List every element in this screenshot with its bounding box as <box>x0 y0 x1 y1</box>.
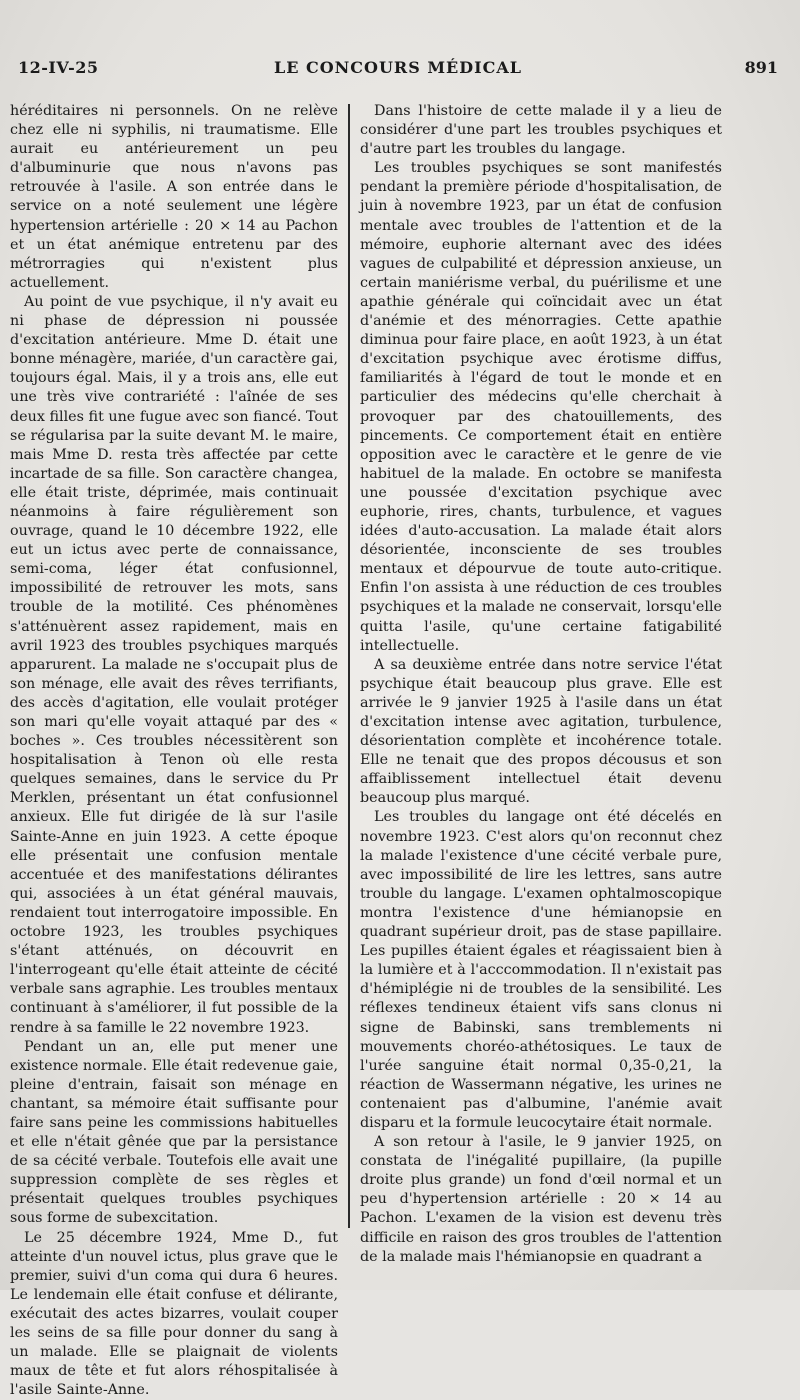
paragraph: Le 25 décembre 1924, Mme D., fut atteinte d'un nouvel ictus, plus grave que le premier, suivi d'un coma qui dura 6 heures. Le lendemain elle était confuse et délirante, exécutait des actes bizarres, voulait couper les seins de sa fille pour donner du sang à un malade. Elle se plaignait de violents maux de tête et fut alors réhospitalisée à l'asile Sainte-Anne. <box>10 1229 338 1399</box>
paragraph: Au point de vue psychique, il n'y avait eu ni phase de dépression ni poussée d'excitation antérieure. Mme D. était une bonne ménagère, mariée, d'un caractère gai, toujours égal. Mais, il y a trois ans, elle eut une très vive contrariété : l'aînée de ses deux filles fit une fugue avec son fiancé. Tout se régularisa par la suite devant M. le maire, mais Mme D. resta très affectée par cette incartade de sa fille. Son caractère changea, elle était triste, déprimée, mais continuait néanmoins à faire régulièrement son ouvrage, quand le 10 décembre 1922, elle eut un ictus avec perte de connaissance, semi-coma, léger état confusionnel, impossibilité de retrouver les mots, sans trouble de la motilité. Ces phénomènes s'atténuèrent assez rapidement, mais en avril 1923 des troubles psychiques marqués apparurent. La malade ne s'occupait plus de son ménage, elle avait des rêves terrifiants, des accès d'agitation, elle voulait protéger son mari qu'elle voyait attaqué par des « boches ». Ces troubles nécessitèrent son hospitalisation à Tenon où elle resta quelques semaines, dans le service du Pr Merklen, présentant un état confusionnel anxieux. Elle fut dirigée de là sur l'asile Sainte-Anne en juin 1923. A cette époque elle présentait une confusion mentale accentuée et des manifestations délirantes qui, associées à un état général mauvais, rendaient tout interrogatoire impossible. En octobre 1923, les troubles psychiques s'étant atténués, on découvrit en l'interrogeant qu'elle était atteinte de cécité verbale sans agraphie. Les troubles mentaux continuant à s'améliorer, il fut possible de la rendre à sa famille le 22 novembre 1923. <box>10 293 338 1036</box>
paragraph: Dans l'histoire de cette malade il y a lieu de considérer d'une part les troubles psychiques et d'autre part les troubles du langage. <box>360 103 722 158</box>
running-head <box>18 58 778 82</box>
page-number: 891 <box>744 58 778 77</box>
column-divider <box>348 104 350 1228</box>
paragraph: A son retour à l'asile, le 9 janvier 1925, on constata de l'inégalité pupillaire, (la pupille droite plus grande) un fond d'œil normal et un peu d'hypertension artérielle : 20 × 14 au Pachon. L'examen de la vision est devenu très difficile en raison des gros troubles de l'attention de la malade mais l'hémianopsie en quadrant a <box>360 1134 722 1265</box>
left-column <box>10 102 339 1399</box>
paragraph: A sa deuxième entrée dans notre service l'état psychique était beaucoup plus grave. Elle est arrivée le 9 janvier 1925 à l'asile dans un état d'excitation intense avec agitation, turbulence, désorientation complète et incohérence totale. Elle ne tenait que des propos décousus et son affaiblissement intellectuel était devenu beaucoup plus marqué. <box>360 656 722 807</box>
journal-title: LE CONCOURS MÉDICAL <box>273 58 523 77</box>
paragraph: Pendant un an, elle put mener une existence normale. Elle était redevenue gaie, pleine d'entrain, faisait son ménage en chantant, sa mémoire était suffisante pour faire sans peine les commissions habituelles et elle n'était gênée que par la persistance de sa cécité verbale. Toutefois elle avait une suppression complète de ses règles et présentait quelques troubles psychiques sous forme de subexcitation. <box>10 1038 339 1227</box>
paragraph: héréditaires ni personnels. On ne relève chez elle ni syphilis, ni traumatisme. Elle aurait eu antérieurement un peu d'albuminurie que nous n'avons pas retrouvée à l'asile. A son entrée dans le service on a noté seulement une légère hypertension artérielle : 20 × 14 au Pachon et un état anémique entretenu par des métrorragies qui n'existent plus actuellement. <box>10 103 338 291</box>
right-column <box>360 102 722 1265</box>
issue-date: 12-IV-25 <box>18 58 99 77</box>
paragraph: Les troubles psychiques se sont manifestés pendant la première période d'hospitalisation, de juin à novembre 1923, par un état de confusion mentale avec troubles de l'attention et de la mémoire, euphorie alternant avec des idées vagues de culpabilité et dépression anxieuse, un certain maniérisme verbal, du puérilisme et une apathie générale qui coïncidait avec un état d'anémie et des ménorragies. Cette apathie diminua pour faire place, en août 1923, à un état d'excitation psychique avec érotisme diffus, familiarités à l'égard de tout le monde et en particulier des médecins qu'elle cherchait à provoquer par des chatouillements, des pincements. Ce comportement était en entière opposition avec le caractère et le genre de vie habituel de la malade. En octobre se manifesta une poussée d'excitation psychique avec euphorie, rires, chants, turbulence, et vagues idées d'auto-accusation. La malade était alors désorientée, inconsciente de ses troubles mentaux et dépourvue de toute auto-critique. Enfin l'on assista à une réduction de ces troubles psychiques et la malade ne conservait, lorsqu'elle quitta l'asile, qu'une certaine fatigabilité intellectuelle. <box>360 160 722 654</box>
paragraph: Les troubles du langage ont été décelés en novembre 1923. C'est alors qu'on reconnut chez la malade l'existence d'une cécité verbale pure, avec impossibilité de lire les lettres, sans autre trouble du langage. L'examen ophtalmoscopique montra l'existence d'une hémianopsie en quadrant supérieur droit, pas de stase papillaire. Les pupilles étaient égales et réagissaient bien à la lumière et à l'acccommodation. Il n'existait pas d'hémiplégie ni de troubles de la sensibilité. Les réflexes tendineux étaient vifs sans clonus ni signe de Babinski, sans tremblements ni mouvements choréo-athétosiques. Le taux de l'urée sanguine était normal 0,35-0,21, la réaction de Wassermann négative, les urines ne contenaient pas d'albumine, l'anémie avait disparu et la formule leucocytaire était normale. <box>360 809 722 1131</box>
